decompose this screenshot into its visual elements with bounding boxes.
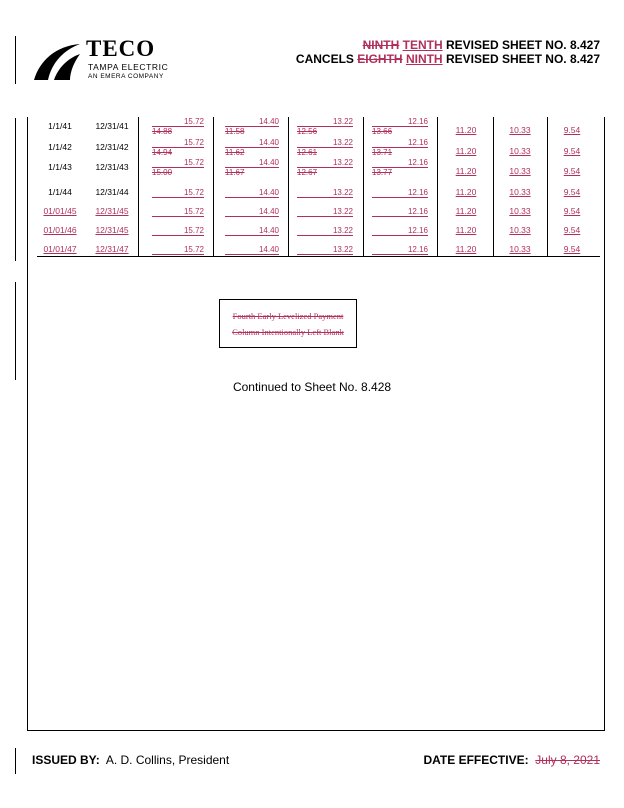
payment-value: [297, 117, 353, 136]
period-start: 01/01/46: [43, 225, 77, 235]
sheet-title-line2: [296, 52, 600, 66]
table-row: [37, 221, 600, 240]
new-value: 12.16: [372, 117, 428, 127]
rate-table: [37, 117, 600, 257]
revision-bar: [15, 118, 16, 261]
date-effective: [423, 753, 600, 767]
new-value: 14.40: [225, 188, 279, 198]
deleted-text: EIGHTH: [357, 52, 403, 66]
new-value: 15.72: [152, 207, 204, 217]
payment-value: [152, 158, 204, 177]
old-value: 13.71: [372, 148, 393, 157]
new-value: 13.22: [297, 138, 353, 148]
inserted-text: NINTH: [405, 52, 443, 66]
table-row: [37, 202, 600, 221]
payment-value: [372, 245, 428, 255]
payment-value: 10.33: [509, 166, 531, 176]
payment-value: [297, 226, 353, 236]
payment-value: [297, 188, 353, 198]
payment-value: [225, 226, 279, 236]
new-value: 15.72: [152, 138, 204, 148]
payment-value: 11.20: [455, 125, 477, 135]
payment-value: [297, 207, 353, 217]
issued-by: [32, 753, 229, 767]
deleted-text: NINTH: [362, 38, 400, 52]
payment-value: 9.54: [563, 125, 581, 135]
payment-value: 9.54: [563, 225, 581, 235]
payment-value: [372, 158, 428, 177]
new-value: 14.40: [225, 158, 279, 168]
old-value: 11.62: [225, 148, 245, 157]
payment-value: 10.33: [509, 146, 531, 156]
logo-tagline: AN EMERA COMPANY: [88, 73, 164, 80]
payment-value: [152, 188, 204, 198]
payment-value: [152, 226, 204, 236]
teco-swoosh-icon: [30, 34, 82, 84]
period-end: 12/31/41: [95, 121, 129, 131]
new-value: 13.22: [297, 226, 353, 236]
new-value: 12.16: [372, 158, 428, 168]
payment-value: 10.33: [509, 244, 531, 254]
issued-label: ISSUED BY:: [32, 753, 100, 767]
payment-value: 11.20: [455, 166, 477, 176]
new-value: 12.16: [372, 226, 428, 236]
payment-value: 9.54: [563, 244, 581, 254]
logo-wordmark: TECO: [86, 36, 156, 61]
new-value: 14.40: [225, 226, 279, 236]
payment-value: [225, 188, 279, 198]
table-row: [37, 117, 600, 136]
payment-value: [152, 117, 204, 136]
period-start: 1/1/41: [48, 121, 72, 131]
new-value: 15.72: [152, 188, 204, 198]
new-value: 12.16: [372, 138, 428, 148]
period-end: 12/31/45: [95, 206, 129, 216]
issuer-name: A. D. Collins, President: [105, 753, 230, 767]
new-value: 14.40: [225, 117, 279, 127]
payment-value: [297, 158, 353, 177]
note-line2: Column Intentionally Left Blank: [232, 327, 344, 337]
new-value: 13.22: [297, 207, 353, 217]
revision-bar: [15, 282, 16, 380]
new-value: 13.22: [297, 117, 353, 127]
continued-note: Continued to Sheet No. 8.428: [232, 380, 392, 394]
new-value: 13.22: [297, 158, 353, 168]
old-value: 12.61: [297, 148, 318, 157]
period-end: 12/31/43: [95, 162, 129, 172]
date-value: July 8, 2021: [535, 753, 600, 767]
payment-value: [225, 117, 279, 136]
period-start: 1/1/44: [48, 187, 72, 197]
table-row: [37, 138, 600, 157]
new-value: 15.72: [152, 117, 204, 127]
blank-column-note: [219, 299, 357, 348]
payment-value: [372, 226, 428, 236]
payment-value: [372, 138, 428, 157]
table-row: [37, 183, 600, 202]
inserted-text: TENTH: [402, 38, 443, 52]
payment-value: [225, 245, 279, 255]
old-value: 15.00: [152, 168, 173, 177]
payment-value: 11.20: [455, 187, 477, 197]
payment-value: 9.54: [563, 166, 581, 176]
old-value: 12.67: [297, 168, 318, 177]
payment-value: [297, 138, 353, 157]
payment-value: 10.33: [509, 125, 531, 135]
payment-value: 9.54: [563, 146, 581, 156]
payment-value: [152, 207, 204, 217]
old-value: 13.66: [372, 127, 393, 136]
payment-value: [225, 158, 279, 177]
new-value: 13.22: [297, 188, 353, 198]
new-value: 15.72: [152, 158, 204, 168]
old-value: 14.94: [152, 148, 173, 157]
new-value: 12.16: [372, 188, 428, 198]
revision-bar: [15, 748, 16, 774]
payment-value: [372, 117, 428, 136]
old-value: 13.77: [372, 168, 393, 177]
sheet-title-line1: [363, 38, 600, 52]
period-start: 1/1/42: [48, 142, 72, 152]
new-value: 14.40: [225, 207, 279, 217]
new-value: 12.16: [372, 207, 428, 217]
payment-value: 9.54: [563, 206, 581, 216]
payment-value: [225, 138, 279, 157]
note-line1: Fourth Early Levelized Payment: [232, 311, 344, 321]
payment-value: 9.54: [563, 187, 581, 197]
table-row: [37, 240, 600, 259]
sheet-title-rest: REVISED SHEET NO. 8.427: [442, 38, 600, 52]
revision-bar: [15, 36, 16, 84]
old-value: 12.56: [297, 127, 318, 136]
period-end: 12/31/44: [95, 187, 129, 197]
old-value: 14.88: [152, 127, 173, 136]
sheet-title-rest: REVISED SHEET NO. 8.427: [442, 52, 600, 66]
table-row: [37, 158, 600, 177]
payment-value: [372, 207, 428, 217]
payment-value: 10.33: [509, 225, 531, 235]
payment-value: 10.33: [509, 187, 531, 197]
new-value: 15.72: [152, 245, 204, 255]
period-start: 01/01/45: [43, 206, 77, 216]
old-value: 11.67: [225, 168, 245, 177]
cancels-prefix: CANCELS: [295, 52, 358, 66]
new-value: 14.40: [225, 245, 279, 255]
date-label: DATE EFFECTIVE:: [423, 753, 529, 767]
period-start: 1/1/43: [48, 162, 72, 172]
payment-value: 11.20: [455, 206, 477, 216]
payment-value: 10.33: [509, 206, 531, 216]
payment-value: 11.20: [455, 146, 477, 156]
period-start: 01/01/47: [43, 244, 77, 254]
period-end: 12/31/42: [95, 142, 129, 152]
new-value: 14.40: [225, 138, 279, 148]
payment-value: [152, 245, 204, 255]
payment-value: [225, 207, 279, 217]
payment-value: [372, 188, 428, 198]
new-value: 15.72: [152, 226, 204, 236]
period-end: 12/31/47: [95, 244, 129, 254]
teco-logo: [30, 34, 210, 86]
payment-value: 11.20: [455, 244, 477, 254]
period-end: 12/31/45: [95, 225, 129, 235]
logo-subtitle: TAMPA ELECTRIC: [88, 62, 169, 72]
old-value: 11.58: [225, 127, 245, 136]
payment-value: [297, 245, 353, 255]
payment-value: [152, 138, 204, 157]
new-value: 13.22: [297, 245, 353, 255]
payment-value: 11.20: [455, 225, 477, 235]
new-value: 12.16: [372, 245, 428, 255]
